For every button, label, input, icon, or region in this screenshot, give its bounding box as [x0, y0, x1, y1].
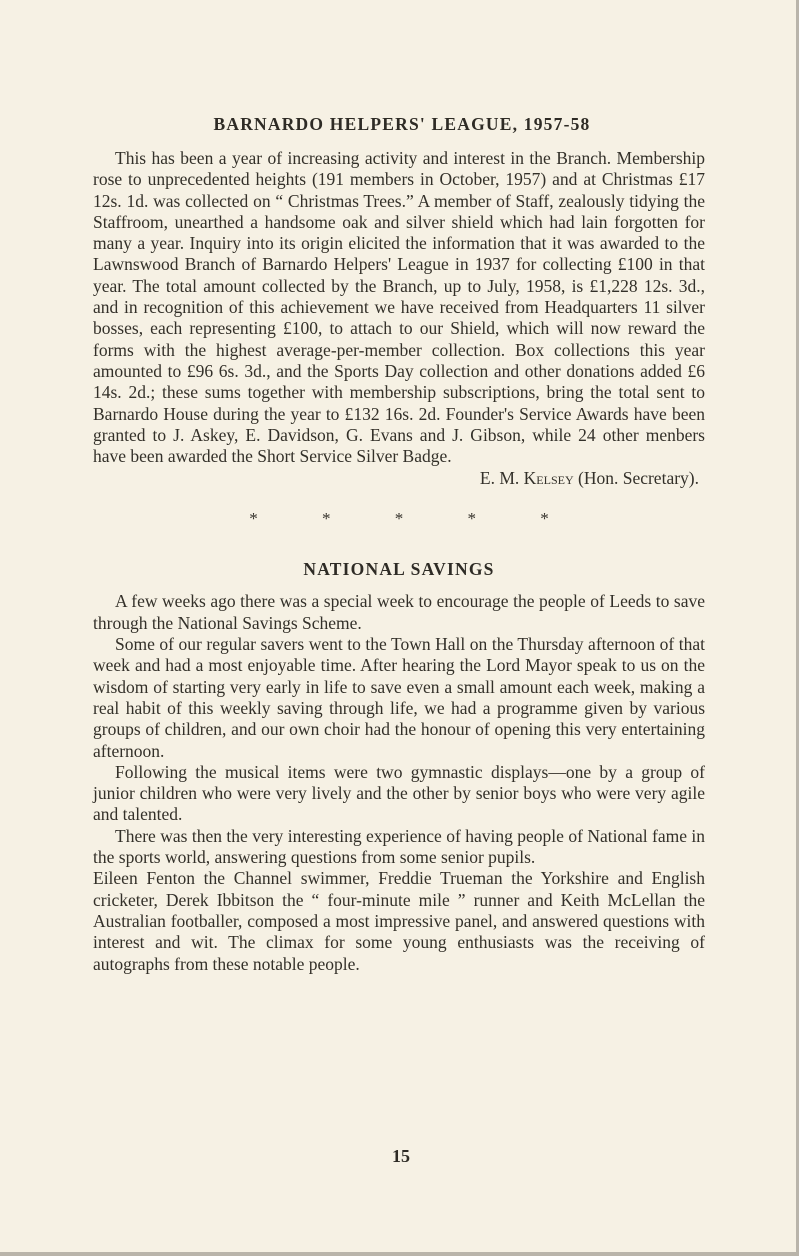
barnardo-heading: BARNARDO HELPERS' LEAGUE, 1957-58	[213, 114, 591, 134]
savings-paragraph: A few weeks ago there was a special week to encourage the people of Leeds to save through the National Savings Scheme.	[93, 591, 705, 633]
savings-paragraph: Eileen Fenton the Channel swimmer, Freddie Trueman the Yorkshire and English cricketer, Derek Ibbitson the “ four-minute mile ” runner and Keith McLellan the Australian footballer, composed a most impressive panel, and answered questions with interest and wit. The climax for some young enthusiasts was the receiving of autographs from these notable people.	[93, 868, 705, 974]
page-number: 15	[392, 1146, 410, 1166]
page-content	[93, 112, 705, 975]
savings-paragraph: Some of our regular savers went to the Town Hall on the Thursday afternoon of that week and had a most enjoyable time. After hearing the Lord Mayor speak to us on the wisdom of starting very early in life to save even a small amount each week, making a real habit of this weekly saving through life, we had a programme given by various groups of children, and our own choir had the honour of opening this very entertaining afternoon.	[93, 634, 705, 761]
barnardo-signature	[93, 467, 705, 489]
barnardo-section	[93, 112, 705, 489]
national-savings-section	[93, 557, 705, 974]
savings-paragraph: Following the musical items were two gymnastic displays—one by a group of junior children who were very lively and the other by senior boys who were very agile and talented.	[93, 761, 705, 825]
savings-paragraph: There was then the very interesting experience of having people of National fame in the sports world, answering questions from some senior pupils.	[93, 825, 705, 868]
barnardo-body: This has been a year of increasing activity and interest in the Branch. Membership rose to unprecedented heights (191 members in October, 1957) and at Christmas £17 12s. 1d. was collected on “ Christmas Trees.” A member of Staff, zealously tidying the Staffroom, unearthed a handsome oak and silver shield which had lain forgotten for many a year. Inquiry into its origin elicited the information that it was awarded to the Lawnswood Branch of Barnardo Helpers' League in 1937 for collecting £100 in that year. The total amount collected by the Branch, up to July, 1958, is £1,228 12s. 3d., and in recognition of this achievement we have received from Headquarters 11 silver bosses, each representing £100, to attach to our Shield, which will now reward the forms with the highest average-per-member collection. Box collections this year amounted to £96 6s. 3d., and the Sports Day collection and other donations added £6 14s. 2d.; these sums together with membership subscriptions, bring the total sent to Barnardo House during the year to £132 16s. 2d. Founder's Service Awards have been granted to J. Askey, E. Davidson, G. Evans and J. Gibson, while 24 other menbers have been awarded the Short Service Silver Badge.	[93, 148, 705, 467]
section-separator: * * * * *	[249, 509, 579, 529]
national-savings-heading: NATIONAL SAVINGS	[303, 559, 495, 580]
signature-initials: E. M.	[479, 468, 520, 489]
signature-role: (Hon. Secretary).	[578, 468, 699, 489]
signature-name: Kelsey	[523, 468, 574, 489]
